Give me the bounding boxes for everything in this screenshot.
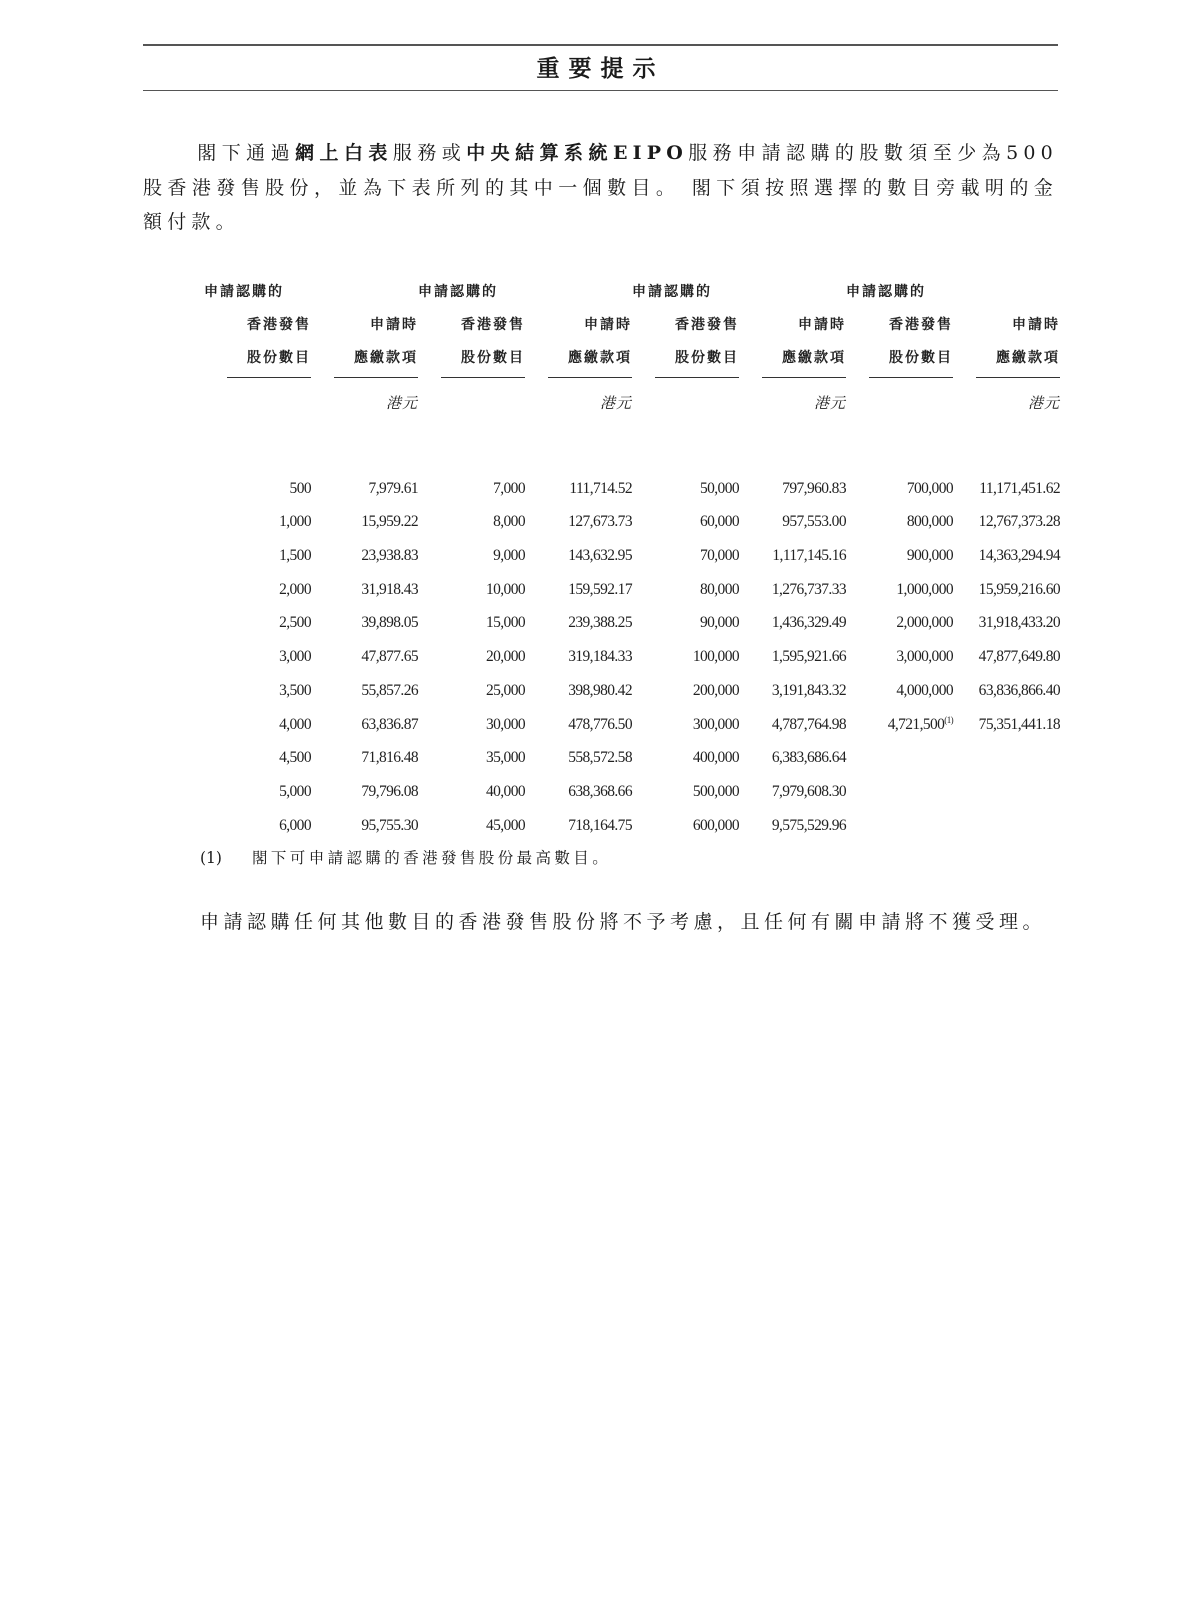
shares-cell: 70,000 bbox=[699, 547, 739, 565]
unit-blank bbox=[846, 378, 953, 426]
shares-cell: 500,000 bbox=[692, 782, 739, 800]
amount-cell: 55,857.26 bbox=[361, 681, 418, 699]
shares-cell bbox=[846, 767, 953, 801]
application-amount-table bbox=[204, 276, 1060, 835]
amount-cell: 3,191,843.32 bbox=[771, 681, 846, 699]
table-row bbox=[204, 801, 1060, 835]
shares-cell: 80,000 bbox=[699, 580, 739, 598]
amount-cell: 63,836,866.40 bbox=[978, 681, 1060, 699]
header-shares-text: 股份數目 bbox=[441, 342, 525, 378]
shares-cell: 100,000 bbox=[692, 648, 739, 666]
header-amount-line2 bbox=[311, 342, 418, 378]
shares-cell: 1,000,000 bbox=[896, 580, 953, 598]
table-row bbox=[204, 767, 1060, 801]
shares-cell: 40,000 bbox=[485, 782, 525, 800]
header-shares-line1: 申請認購的 bbox=[846, 284, 926, 300]
amount-cell: 39,898.05 bbox=[361, 614, 418, 632]
amount-cell: 14,363,294.94 bbox=[978, 547, 1060, 565]
table-row bbox=[204, 599, 1060, 633]
header-amount-text: 應繳款項 bbox=[334, 342, 418, 378]
header-shares-line1: 申請認購的 bbox=[418, 284, 498, 300]
header-amount-line1: 申請時 bbox=[1012, 317, 1060, 333]
header-blank bbox=[739, 276, 846, 309]
header-blank bbox=[525, 276, 632, 309]
shares-cell: 30,000 bbox=[485, 715, 525, 733]
header-amount-line2 bbox=[953, 342, 1060, 378]
unit-hkd: 港元 bbox=[385, 393, 418, 412]
amount-cell: 31,918.43 bbox=[361, 580, 418, 598]
footnote-marker: (1) bbox=[200, 849, 222, 867]
table-row bbox=[204, 464, 1060, 498]
amount-cell bbox=[953, 734, 1060, 768]
header-shares-line3 bbox=[418, 342, 525, 378]
amount-cell: 31,918,433.20 bbox=[978, 614, 1060, 632]
closing-statement: 申請認購任何其他數目的香港發售股份將不予考慮，且任何有關申請將不獲受理。 bbox=[200, 911, 1047, 933]
shares-cell: 90,000 bbox=[699, 614, 739, 632]
header-shares-line2: 香港發售 bbox=[889, 317, 953, 333]
shares-cell: 2,000 bbox=[279, 580, 311, 598]
shares-cell: 900,000 bbox=[906, 547, 953, 565]
amount-cell: 63,836.87 bbox=[361, 715, 418, 733]
amount-cell bbox=[953, 801, 1060, 835]
amount-cell bbox=[953, 767, 1060, 801]
amount-cell: 398,980.42 bbox=[568, 681, 632, 699]
amount-cell: 111,714.52 bbox=[569, 479, 632, 497]
header-shares-line2: 香港發售 bbox=[247, 317, 311, 333]
shares-cell: 9,000 bbox=[493, 547, 525, 565]
intro-bold-white-form: 網上白表 bbox=[295, 142, 393, 164]
footnote-text: 閣下可申請認購的香港發售股份最高數目。 bbox=[252, 849, 612, 867]
shares-cell bbox=[846, 801, 953, 835]
header-blank bbox=[953, 276, 1060, 309]
amount-cell: 127,673.73 bbox=[568, 513, 632, 531]
shares-cell: 2,500 bbox=[279, 614, 311, 632]
amount-cell: 11,171,451.62 bbox=[979, 479, 1060, 497]
intro-bold-ccass-eipo: 中央結算系統EIPO bbox=[466, 142, 688, 164]
shares-cell: 45,000 bbox=[485, 816, 525, 834]
shares-cell: 5,000 bbox=[279, 782, 311, 800]
amount-cell: 7,979.61 bbox=[368, 479, 418, 497]
shares-cell: 700,000 bbox=[906, 479, 953, 497]
footnote bbox=[200, 848, 611, 868]
amount-cell: 79,796.08 bbox=[361, 782, 418, 800]
header-top-rule bbox=[143, 44, 1058, 46]
shares-cell: 4,721,500$^{(1)}$ bbox=[887, 714, 953, 733]
amount-cell: 15,959,216.60 bbox=[978, 580, 1060, 598]
header-amount-text: 應繳款項 bbox=[548, 342, 632, 378]
shares-cell: 4,000,000 bbox=[896, 681, 953, 699]
header-amount-line1: 申請時 bbox=[370, 317, 418, 333]
shares-cell: 1,500 bbox=[279, 547, 311, 565]
header-amount-line2 bbox=[525, 342, 632, 378]
shares-cell: 800,000 bbox=[906, 513, 953, 531]
amount-cell: 718,164.75 bbox=[568, 816, 632, 834]
table-row bbox=[204, 531, 1060, 565]
table-row bbox=[204, 632, 1060, 666]
amount-cell: 638,368.66 bbox=[568, 782, 632, 800]
shares-cell: 500 bbox=[289, 479, 311, 497]
amount-cell: 797,960.83 bbox=[782, 479, 846, 497]
shares-cell: 50,000 bbox=[699, 479, 739, 497]
header-shares-line3 bbox=[204, 342, 311, 378]
shares-cell: 3,000 bbox=[279, 648, 311, 666]
shares-cell: 3,000,000 bbox=[896, 648, 953, 666]
shares-cell: 8,000 bbox=[493, 513, 525, 531]
shares-cell: 4,500 bbox=[279, 749, 311, 767]
amount-cell: 95,755.30 bbox=[361, 816, 418, 834]
table-row bbox=[204, 700, 1060, 734]
shares-cell: 600,000 bbox=[692, 816, 739, 834]
header-shares-line2: 香港發售 bbox=[675, 317, 739, 333]
amount-cell: 558,572.58 bbox=[568, 749, 632, 767]
amount-cell: 239,388.25 bbox=[568, 614, 632, 632]
shares-cell: 3,500 bbox=[279, 681, 311, 699]
header-shares-line1: 申請認購的 bbox=[204, 284, 284, 300]
header-amount-line1: 申請時 bbox=[798, 317, 846, 333]
amount-cell: 15,959.22 bbox=[361, 513, 418, 531]
table-row bbox=[204, 734, 1060, 768]
header-shares-text: 股份數目 bbox=[869, 342, 953, 378]
shares-cell: 35,000 bbox=[485, 749, 525, 767]
shares-cell: 25,000 bbox=[485, 681, 525, 699]
unit-hkd: 港元 bbox=[813, 393, 846, 412]
table-row bbox=[204, 565, 1060, 599]
unit-hkd: 港元 bbox=[1027, 393, 1060, 412]
header-amount-text: 應繳款項 bbox=[976, 342, 1060, 378]
amount-cell: 47,877,649.80 bbox=[978, 648, 1060, 666]
intro-paragraph bbox=[143, 136, 1058, 240]
shares-cell: 10,000 bbox=[485, 580, 525, 598]
shares-cell: 1,000 bbox=[279, 513, 311, 531]
shares-cell: 15,000 bbox=[485, 614, 525, 632]
shares-cell: 400,000 bbox=[692, 749, 739, 767]
amount-cell: 1,436,329.49 bbox=[771, 614, 846, 632]
shares-cell: 7,000 bbox=[493, 479, 525, 497]
unit-blank bbox=[204, 378, 311, 426]
shares-cell: 20,000 bbox=[485, 648, 525, 666]
unit-blank bbox=[632, 378, 739, 426]
amount-cell: 4,787,764.98 bbox=[771, 715, 846, 733]
amount-cell: 9,575,529.96 bbox=[771, 816, 846, 834]
header-bottom-rule bbox=[143, 90, 1058, 91]
amount-cell: 478,776.50 bbox=[568, 715, 632, 733]
amount-cell: 1,595,921.66 bbox=[771, 648, 846, 666]
amount-cell: 71,816.48 bbox=[361, 749, 418, 767]
shares-cell: 6,000 bbox=[279, 816, 311, 834]
header-shares-line3 bbox=[846, 342, 953, 378]
amount-cell: 7,979,608.30 bbox=[771, 782, 846, 800]
unit-blank bbox=[418, 378, 525, 426]
header-shares-line3 bbox=[632, 342, 739, 378]
table-spacer bbox=[204, 426, 1060, 464]
amount-cell: 12,767,373.28 bbox=[978, 513, 1060, 531]
unit-hkd: 港元 bbox=[599, 393, 632, 412]
shares-cell: 200,000 bbox=[692, 681, 739, 699]
amount-cell: 6,383,686.64 bbox=[771, 749, 846, 767]
amount-cell: 1,117,145.16 bbox=[772, 547, 846, 565]
shares-cell: 4,000 bbox=[279, 715, 311, 733]
intro-text-2: 服務或 bbox=[392, 142, 467, 164]
amount-cell: 319,184.33 bbox=[568, 648, 632, 666]
shares-cell: 60,000 bbox=[699, 513, 739, 531]
header-amount-line1: 申請時 bbox=[584, 317, 632, 333]
intro-text-3: 服務申請認購的股數須至少為500股香港發售股份，並為下表所列的其中一個數目。 閣下須按照選擇的數目旁載明的金額付款。 bbox=[143, 142, 1058, 233]
footnote-marker-ref: (1) bbox=[944, 714, 953, 725]
amount-cell: 159,592.17 bbox=[568, 580, 632, 598]
page-title: 重要提示 bbox=[536, 55, 665, 82]
amount-cell: 23,938.83 bbox=[361, 547, 418, 565]
shares-cell: 2,000,000 bbox=[896, 614, 953, 632]
header-amount-line2 bbox=[739, 342, 846, 378]
header-amount-text: 應繳款項 bbox=[762, 342, 846, 378]
amount-cell: 957,553.00 bbox=[782, 513, 846, 531]
intro-text-1: 閣下通過 bbox=[197, 142, 296, 164]
amount-cell: 47,877.65 bbox=[361, 648, 418, 666]
header-shares-text: 股份數目 bbox=[655, 342, 739, 378]
table-row bbox=[204, 666, 1060, 700]
header-shares-line2: 香港發售 bbox=[461, 317, 525, 333]
amount-cell: 75,351,441.18 bbox=[978, 715, 1060, 733]
header-shares-text: 股份數目 bbox=[227, 342, 311, 378]
header-blank bbox=[311, 276, 418, 309]
table-row bbox=[204, 498, 1060, 532]
amount-cell: 1,276,737.33 bbox=[771, 580, 846, 598]
shares-cell: 300,000 bbox=[692, 715, 739, 733]
shares-cell bbox=[846, 734, 953, 768]
header-shares-line1: 申請認購的 bbox=[632, 284, 712, 300]
amount-cell: 143,632.95 bbox=[568, 547, 632, 565]
